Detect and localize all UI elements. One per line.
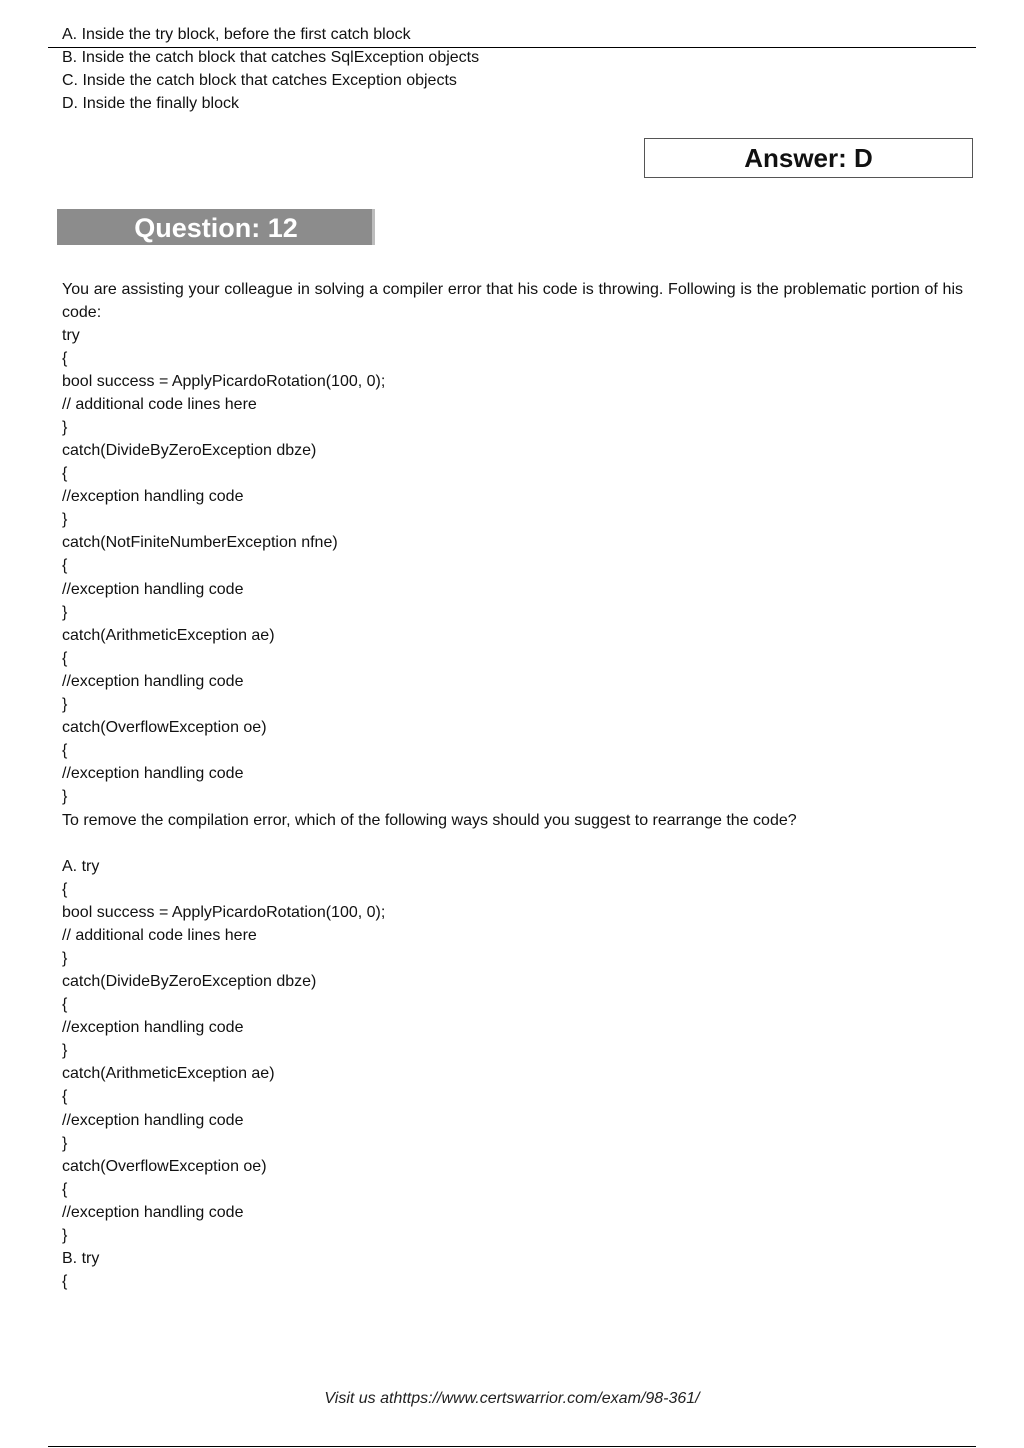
option-line: bool success = ApplyPicardoRotation(100, 0); bbox=[62, 904, 386, 922]
question-heading: Question: 12 bbox=[134, 213, 298, 243]
code-line: { bbox=[62, 465, 68, 483]
code-line: catch(ArithmeticException ae) bbox=[62, 626, 275, 644]
code-line: catch(NotFiniteNumberException nfne) bbox=[62, 534, 338, 552]
code-line: try bbox=[62, 327, 80, 344]
previous-option-a: A. Inside the try block, before the first catch block bbox=[62, 26, 411, 43]
option-line: //exception handling code bbox=[62, 1203, 244, 1221]
option-line: catch(ArithmeticException ae) bbox=[62, 1065, 275, 1083]
option-line: } bbox=[62, 1226, 68, 1244]
code-line: } bbox=[62, 603, 68, 621]
footer-link-text: Visit us athttps://www.certswarrior.com/exam/98-361/ bbox=[324, 1390, 700, 1407]
header-rule bbox=[48, 47, 976, 48]
code-line: catch(OverflowException oe) bbox=[62, 718, 267, 736]
previous-option-b: B. Inside the catch block that catches SqlException objects bbox=[62, 49, 480, 66]
code-line: { bbox=[62, 350, 68, 368]
question-heading-band bbox=[57, 209, 375, 245]
code-line: { bbox=[62, 741, 68, 759]
previous-option-d: D. Inside the finally block bbox=[62, 95, 239, 112]
code-line: catch(DivideByZeroException dbze) bbox=[62, 442, 317, 460]
option-line: A. try bbox=[62, 858, 100, 875]
option-line: //exception handling code bbox=[62, 1111, 244, 1129]
answer-box: Answer: D bbox=[644, 138, 973, 178]
code-line: } bbox=[62, 787, 68, 805]
option-line: { bbox=[62, 1088, 68, 1106]
code-line: { bbox=[62, 649, 68, 667]
option-line: } bbox=[62, 1134, 68, 1152]
code-line: } bbox=[62, 419, 68, 437]
code-line: //exception handling code bbox=[62, 488, 244, 506]
code-line: } bbox=[62, 695, 68, 713]
option-line: // additional code lines here bbox=[62, 927, 257, 945]
question-prompt: To remove the compilation error, which of the following ways should you suggest to rearrange the code? bbox=[62, 812, 797, 829]
option-line: { bbox=[62, 881, 68, 899]
previous-option-c: C. Inside the catch block that catches Exception objects bbox=[62, 72, 457, 89]
option-line: { bbox=[62, 996, 68, 1014]
option-line: //exception handling code bbox=[62, 1019, 244, 1037]
option-line: catch(DivideByZeroException dbze) bbox=[62, 973, 317, 991]
option-line: B. try bbox=[62, 1249, 100, 1267]
code-line: { bbox=[62, 557, 68, 575]
code-line: //exception handling code bbox=[62, 764, 244, 782]
option-line: { bbox=[62, 1272, 68, 1290]
option-line: } bbox=[62, 1042, 68, 1060]
problem-code-block bbox=[62, 324, 385, 808]
code-line: //exception handling code bbox=[62, 580, 244, 598]
previous-question-options bbox=[62, 23, 479, 115]
answer-options-block bbox=[62, 855, 385, 1293]
code-line: // additional code lines here bbox=[62, 396, 257, 414]
code-line: bool success = ApplyPicardoRotation(100, 0); bbox=[62, 373, 386, 391]
option-line: catch(OverflowException oe) bbox=[62, 1157, 267, 1175]
option-line: } bbox=[62, 950, 68, 968]
code-line: } bbox=[62, 511, 68, 529]
code-line: //exception handling code bbox=[62, 672, 244, 690]
question-intro: You are assisting your colleague in solving a compiler error that his code is throwing. Following is the problematic portion of his code: bbox=[62, 281, 963, 321]
option-line: { bbox=[62, 1180, 68, 1198]
footer-rule bbox=[48, 1446, 976, 1447]
